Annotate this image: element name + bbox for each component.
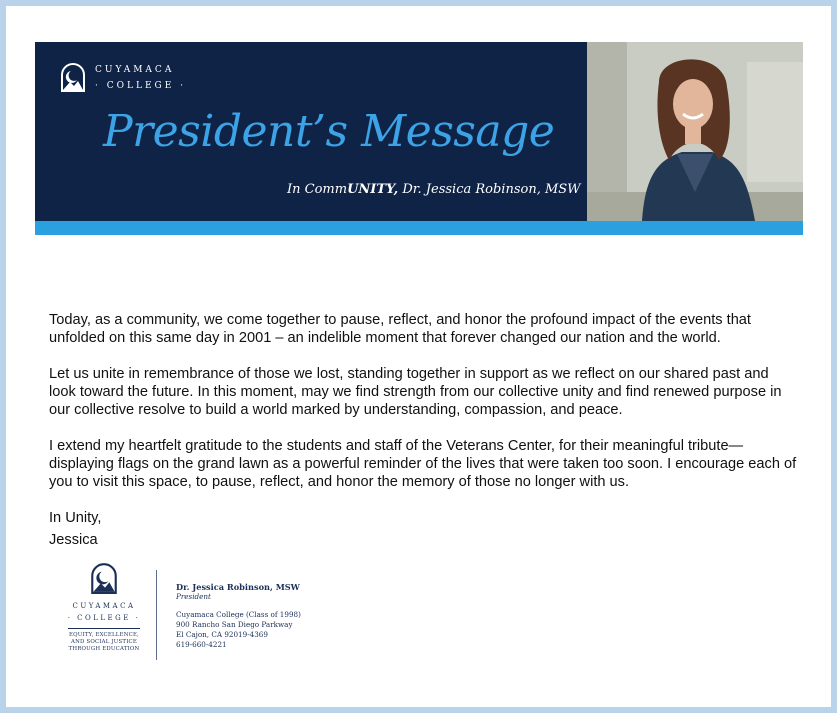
banner-accent-stripe	[35, 221, 803, 235]
phone-number: 619-660-4221	[176, 640, 227, 649]
logo-line-2: · COLLEGE ·	[95, 81, 186, 91]
address-line: 900 Rancho San Diego Parkway	[176, 620, 293, 629]
college-motto	[58, 632, 150, 653]
signature-logo-line-1: CUYAMACA	[72, 602, 136, 610]
banner-subtitle: In CommUNITY, Dr. Jessica Robinson, MSW	[287, 182, 581, 197]
motto-line: AND SOCIAL JUSTICE	[71, 639, 137, 645]
signature-logo	[58, 562, 150, 653]
arch-crescent-mountain-icon	[89, 562, 119, 594]
motto-line: THROUGH EDUCATION	[68, 646, 140, 652]
email-page	[6, 6, 831, 707]
signature-contact	[176, 582, 301, 650]
college-logo	[59, 62, 186, 94]
signature-role: President	[176, 592, 211, 601]
presidents-message-banner	[35, 42, 803, 235]
message-paragraph: I extend my heartfelt gratitude to the students and staff of the Veterans Center, for their meaningful tribute—displaying flags on the grand lawn as a powerful reminder of the lives that were taken too soon. I encourage each of you to visit this space, to pause, reflect, and honor the memory of those no longer with us.	[49, 438, 797, 490]
president-photo	[587, 42, 803, 221]
closing-line: In Unity,	[49, 510, 102, 526]
logo-rule	[68, 628, 140, 629]
motto-line: EQUITY, EXCELLENCE,	[68, 632, 140, 638]
address-line: El Cajon, CA 92019-4369	[176, 630, 268, 639]
signature-name: Dr. Jessica Robinson, MSW	[176, 582, 300, 592]
address-line: Cuyamaca College (Class of 1998)	[176, 610, 301, 619]
signoff-name: Jessica	[49, 532, 98, 548]
message-paragraph: Today, as a community, we come together to pause, reflect, and honor the profound impact of the events that unfolded on this same day in 2001 – an indelible moment that forever changed our nation and the world.	[49, 312, 751, 346]
message-body	[49, 311, 799, 549]
email-signature	[58, 562, 358, 662]
banner-title: President’s Message	[103, 106, 555, 157]
logo-line-1: CUYAMACA	[95, 65, 175, 75]
message-paragraph: Let us unite in remembrance of those we lost, standing together in support as we reflect on our shared past and look toward the future. In this moment, may we find strength from our collective unity and find renewed purpose in our collective resolve to build a world marked by understanding, compassion, and peace.	[49, 366, 782, 418]
signature-divider	[156, 570, 157, 660]
arch-crescent-mountain-icon	[59, 62, 87, 92]
signature-logo-line-2: · COLLEGE ·	[67, 614, 141, 622]
